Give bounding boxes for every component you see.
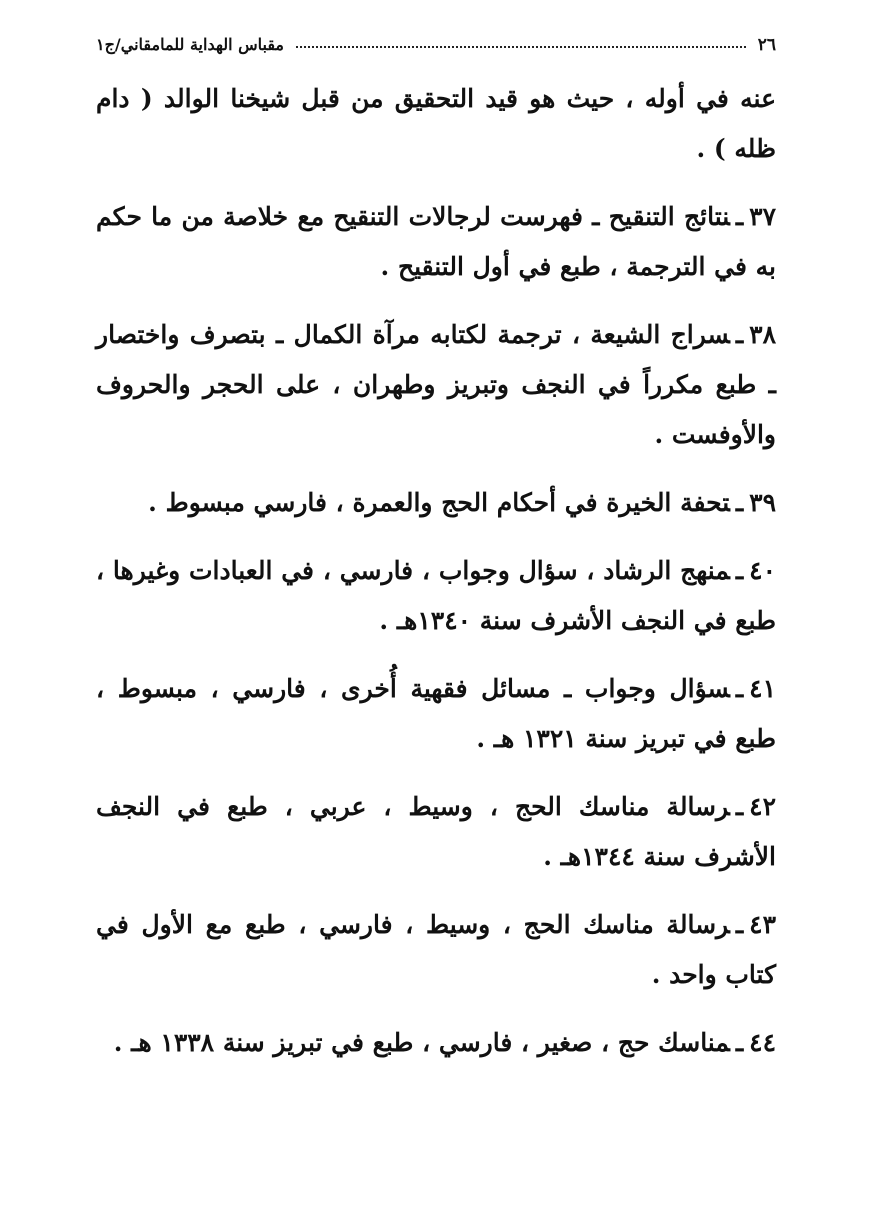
entry-number: ٣٧ xyxy=(749,202,776,231)
entry-number: ٤٣ xyxy=(749,910,776,939)
list-item xyxy=(96,782,776,882)
entry-text: سراج الشيعة ، ترجمة لكتابه مرآة الكمال ـ بتصرف واختصار ـ طبع مكرراً في النجف وتبريز وطهران ، على الحجر والحروف والأوفست . xyxy=(96,320,776,449)
entry-separator: ـ xyxy=(735,488,744,517)
list-item xyxy=(96,900,776,1000)
entry-separator: ـ xyxy=(735,202,744,231)
entry-text: رسالة مناسك الحج ، وسيط ، فارسي ، طبع مع الأول في كتاب واحد . xyxy=(96,910,776,989)
page-body xyxy=(96,74,776,1068)
entry-number: ٣٨ xyxy=(749,320,776,349)
entry-separator: ـ xyxy=(735,1028,744,1057)
list-item xyxy=(96,310,776,460)
book-page xyxy=(96,30,776,1086)
entry-separator: ـ xyxy=(735,792,744,821)
entry-text: سؤال وجواب ـ مسائل فقهية أُخرى ، فارسي ، مبسوط ، طبع في تبريز سنة ١٣٢١ هـ . xyxy=(96,674,776,753)
list-item xyxy=(96,546,776,646)
entry-text: تحفة الخيرة في أحكام الحج والعمرة ، فارسي مبسوط . xyxy=(148,488,730,517)
entry-text: مناسك حج ، صغير ، فارسي ، طبع في تبريز سنة ١٣٣٨ هـ . xyxy=(113,1028,730,1057)
entry-text: نتائج التنقيح ـ فهرست لرجالات التنقيح مع خلاصة من ما حكم به في الترجمة ، طبع في أول التنقيح . xyxy=(96,202,776,281)
list-item xyxy=(96,664,776,764)
intro-paragraph: عنه في أوله ، حيث هو قيد التحقيق من قبل شيخنا الوالد ( دام ظله ) . xyxy=(96,84,776,163)
list-item xyxy=(96,478,776,528)
entry-number: ٤٢ xyxy=(749,792,776,821)
entry-number: ٤٠ xyxy=(749,556,776,585)
entry-separator: ـ xyxy=(735,674,744,703)
entry-separator: ـ xyxy=(735,320,744,349)
entry-number: ٤٤ xyxy=(749,1028,776,1057)
list-item xyxy=(96,1018,776,1068)
page-number: ٢٦ xyxy=(757,35,776,55)
entry-number: ٤١ xyxy=(749,674,776,703)
entry-text: منهج الرشاد ، سؤال وجواب ، فارسي ، في العبادات وغيرها ، طبع في النجف الأشرف سنة ١٣٤٠هـ . xyxy=(96,556,776,635)
entry-text: رسالة مناسك الحج ، وسيط ، عربي ، طبع في النجف الأشرف سنة ١٣٤٤هـ . xyxy=(96,792,776,871)
entry-number: ٣٩ xyxy=(749,488,776,517)
running-title: مقباس الهداية للمامقاني/ج١ xyxy=(96,35,284,54)
page-header xyxy=(96,30,776,60)
entry-separator: ـ xyxy=(735,556,744,585)
entry-separator: ـ xyxy=(735,910,744,939)
list-item xyxy=(96,192,776,292)
header-dotted-leader xyxy=(296,46,746,48)
